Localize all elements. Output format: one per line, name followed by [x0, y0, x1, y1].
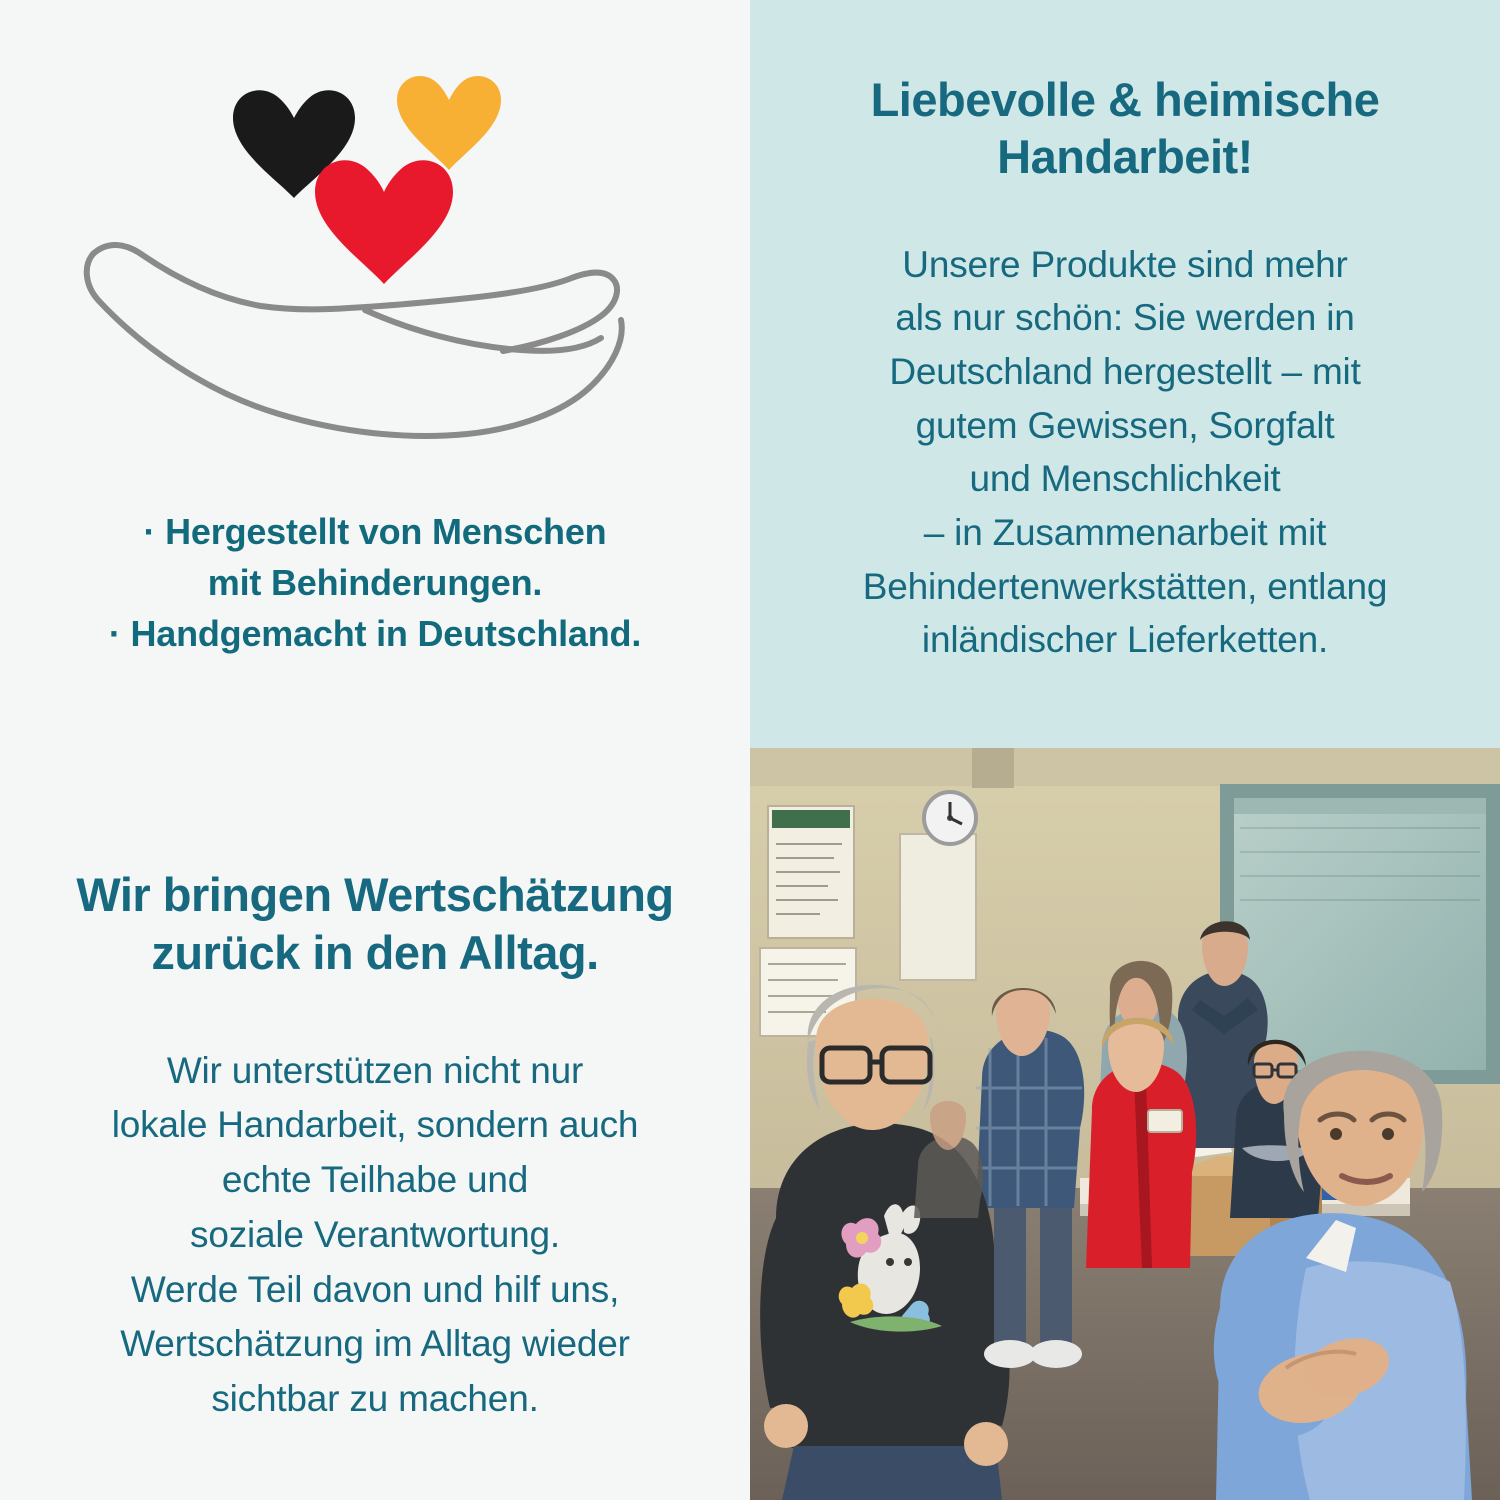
teal-body-line-8: inländischer Lieferketten. [921, 619, 1329, 661]
claim-item-2: · Handgemacht in Deutschland. [108, 613, 642, 655]
hand-fingers-outline [349, 273, 617, 351]
hand-holding-three-hearts-icon [65, 58, 685, 488]
value-panel-body [42, 1044, 708, 1427]
photo-panel [750, 748, 1500, 1500]
teal-panel-body [798, 238, 1452, 667]
value-body-line-2: lokale Handarbeit, sondern auch [111, 1104, 639, 1146]
hand-finger-crease [365, 310, 601, 351]
workshop-group-photo [750, 748, 1500, 1500]
teal-body-line-3: Deutschland hergestellt – mit [889, 351, 1361, 392]
hand-thumb-outline [87, 254, 589, 436]
heart-yellow [397, 76, 501, 170]
teal-headline-line-2: Handarbeit! [997, 129, 1253, 183]
value-body-line-6: Wertschätzung im Alltag wieder [120, 1323, 630, 1365]
icon-panel [0, 0, 750, 748]
teal-body-line-4: gutem Gewissen, Sorgfalt [915, 404, 1335, 446]
claim-item-1-continued: mit Behinderungen. [207, 562, 543, 604]
teal-panel [750, 0, 1500, 748]
value-headline-line-2: zurück in den Alltag. [151, 925, 599, 979]
teal-panel-headline [798, 72, 1452, 186]
value-body-line-1: Wir unterstützen nicht nur [166, 1049, 584, 1091]
value-headline-line-1: Wir bringen Wertschätzung [76, 868, 674, 921]
teal-body-line-6: – in Zusammenarbeit mit [923, 511, 1327, 553]
claims-list [109, 506, 641, 659]
teal-body-line-5: und Menschlichkeit [969, 458, 1281, 500]
teal-body-line-7: Behindertenwerkstätten, entlang [862, 565, 1388, 607]
heart-red [315, 160, 453, 284]
hand-outer-edge [589, 320, 622, 388]
teal-body-line-2: als nur schön: Sie werden in [895, 297, 1355, 339]
hand-palm-outline [93, 245, 349, 309]
claim-item-1: · Hergestellt von Menschen [143, 511, 607, 552]
value-body-line-3: echte Teilhabe und [221, 1159, 529, 1201]
value-body-line-4: soziale Verantwortung. [190, 1213, 560, 1255]
value-panel-headline [42, 866, 708, 982]
value-body-line-7: sichtbar zu machen. [211, 1378, 539, 1420]
value-panel [0, 748, 750, 1500]
teal-headline-line-1: Liebevolle & heimische [870, 73, 1380, 126]
value-body-line-5: Werde Teil davon und hilf uns, [130, 1268, 620, 1310]
teal-body-line-1: Unsere Produkte sind mehr [902, 243, 1348, 285]
